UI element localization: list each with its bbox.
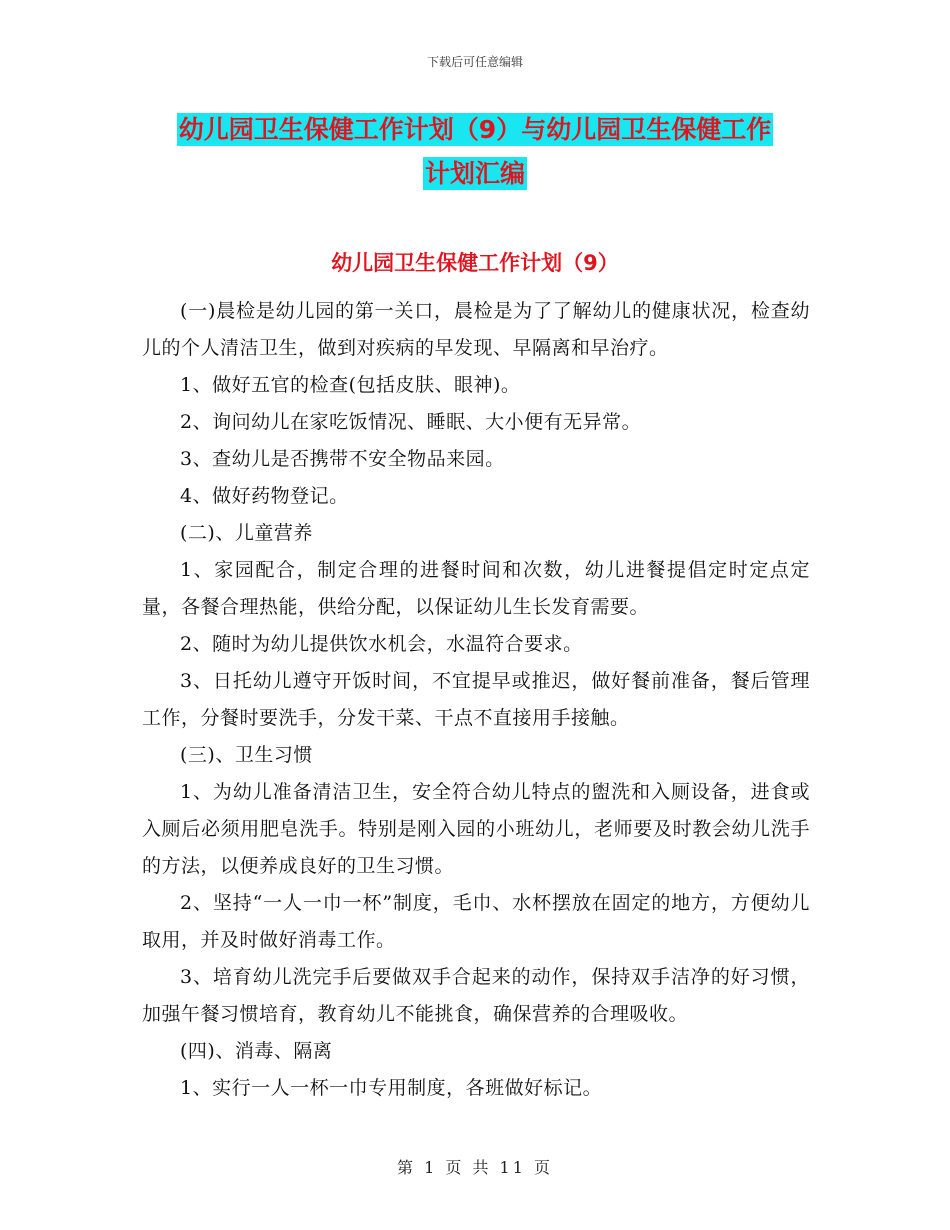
paragraph: 2、坚持“一人一巾一杯”制度，毛巾、水杯摆放在固定的地方，方便幼儿取用，并及时做好消毒工作。 [142,892,810,951]
header-note: 下载后可任意编辑 [426,55,523,69]
paragraph-heading: (四)、消毒、隔离 [180,1040,333,1062]
paragraph: 4、做好药物登记。 [180,485,349,507]
paragraph: 1、家园配合，制定合理的进餐时间和次数，幼儿进餐提倡定时定点定量，各餐合理热能，供给分配，以保证幼儿生长发育需要。 [142,559,810,618]
paragraph: 2、询问幼儿在家吃饭情况、睡眠、大小便有无异常。 [180,411,642,433]
paragraph-heading: (二)、儿童营养 [180,522,313,544]
title-line-2: 计划汇编 [424,159,525,188]
paragraph: 3、培育幼儿洗完手后要做双手合起来的动作，保持双手洁净的好习惯，加强午餐习惯培育，教育幼儿不能挑食，确保营养的合理吸收。 [142,966,810,1025]
paragraph: 1、为幼儿准备清洁卫生，安全符合幼儿特点的盥洗和入厕设备，进食或入厕后必须用肥皂洗手。特别是刚入园的小班幼儿，老师要及时教会幼儿洗手的方法，以便养成良好的卫生习惯。 [142,781,810,877]
paragraph-heading: (三)、卫生习惯 [180,744,313,766]
page-footer: 第 1 页 共 11 页 [397,1158,553,1177]
paragraph: 2、随时为幼儿提供饮水机会，水温符合要求。 [180,633,583,655]
paragraph: 3、查幼儿是否携带不安全物品来园。 [180,448,505,470]
section-title: 幼儿园卫生保健工作计划（9） [331,251,619,275]
paragraph: (一)晨检是幼儿园的第一关口，晨检是为了了解幼儿的健康状况，检查幼儿的个人清洁卫生，做到对疾病的早发现、早隔离和早治疗。 [142,300,810,359]
paragraph: 3、日托幼儿遵守开饭时间，不宜提早或推迟，做好餐前准备，餐后管理工作，分餐时要洗手，分发干菜、干点不直接用手接触。 [142,670,810,729]
document-body [142,293,810,1107]
paragraph: 1、实行一人一杯一巾专用制度，各班做好标记。 [180,1077,603,1099]
title-line-1: 幼儿园卫生保健工作计划（9）与幼儿园卫生保健工作 [178,115,772,144]
document-title [0,108,950,196]
paragraph: 1、做好五官的检查(包括皮肤、眼神)。 [180,374,521,396]
